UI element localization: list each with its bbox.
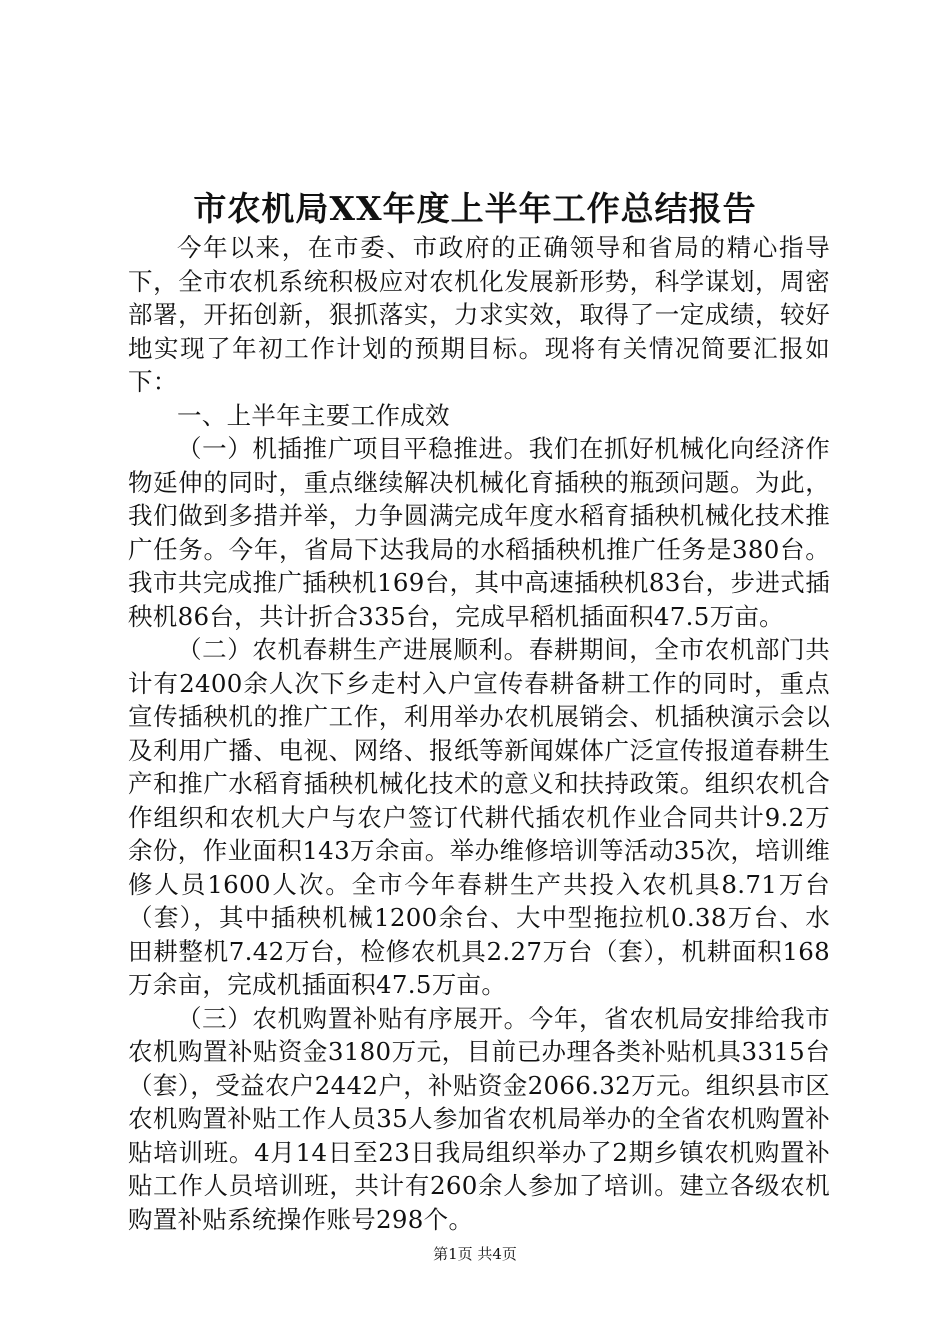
paragraph-item-2: （二）农机春耕生产进展顺利。春耕期间，全市农机部门共计有2400余人次下乡走村入户宣传春耕备耕工作的同时，重点宣传插秧机的推广工作，利用举办农机展销会、机插秧演示会以及利用广播、电视、网络、报纸等新闻媒体广泛宣传报道春耕生产和推广水稻育插秧机械化技术的意义和扶持政策。组织农机合作组织和农机大户与农户签订代耕代插农机作业合同共计9.2万余份，作业面积143万余亩。举办维修培训等活动35次，培训维修人员1600人次。全市今年春耕生产共投入农机具8.71万台（套），其中插秧机械1200余台、大中型拖拉机0.38万台、水田耕整机7.42万台，检修农机具2.27万台（套），机耕面积168万余亩，完成机插面积47.5万亩。 xyxy=(128,635,830,999)
page-footer: 第1页 共4页 xyxy=(433,1245,517,1263)
document-title: 市农机局XX年度上半年工作总结报告 xyxy=(193,189,757,228)
paragraph-item-3: （三）农机购置补贴有序展开。今年，省农机局安排给我市农机购置补贴资金3180万元，目前已办理各类补贴机具3315台（套），受益农户2442户，补贴资金2066.32万元。组织县市区农机购置补贴工作人员35人参加省农机局举办的全省农机购置补贴培训班。4月14日至23日我局组织举办了2期乡镇农机购置补贴工作人员培训班，共计有260余人参加了培训。建立各级农机购置补贴系统操作账号298个。 xyxy=(128,1003,830,1234)
paragraph-item-1: （一）机插推广项目平稳推进。我们在抓好机械化向经济作物延伸的同时，重点继续解决机械化育插秧的瓶颈问题。为此，我们做到多措并举，力争圆满完成年度水稻育插秧机械化技术推广任务。今年，省局下达我局的水稻插秧机推广任务是380台。我市共完成推广插秧机169台，其中高速插秧机83台，步进式插秧机86台，共计折合335台，完成早稻机插面积47.5万亩。 xyxy=(128,434,830,631)
intro-paragraph: 今年以来，在市委、市政府的正确领导和省局的精心指导下，全市农机系统积极应对农机化发展新形势，科学谋划，周密部署，开拓创新，狠抓落实，力求实效，取得了一定成绩，较好地实现了年初工作计划的预期目标。现将有关情况简要汇报如下： xyxy=(128,233,830,396)
section-heading: 一、上半年主要工作成效 xyxy=(177,400,450,430)
document-body xyxy=(128,231,830,1236)
